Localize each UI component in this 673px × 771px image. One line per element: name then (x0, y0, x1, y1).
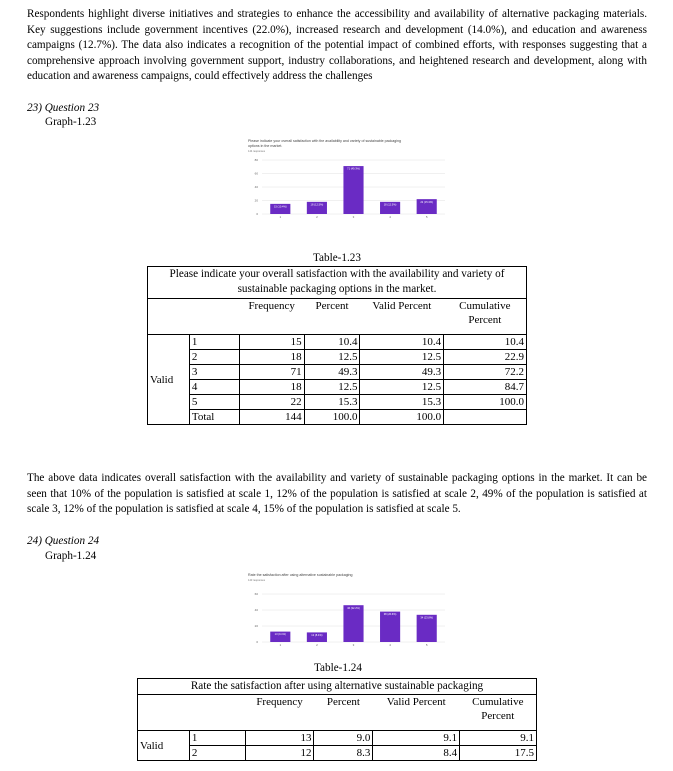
frequency-cell: 15 (239, 335, 304, 350)
x-tick-label: 1 (279, 643, 282, 647)
header-percent: Percent (304, 299, 360, 335)
x-tick-label: 5 (425, 215, 428, 219)
table-23 (147, 298, 527, 425)
chart-23-title-line1: Please indicate your overall satisfaction with the availability and variety of sustainable packaging (248, 139, 402, 143)
y-tick-label: 60 (254, 171, 258, 176)
intro-paragraph: Respondents highlight diverse initiatives and strategies to enhance the accessibility and availability of alternative packaging materials. Key suggestions include government incentives (22.0%), increased research and development (14.0%), and education and awareness campaigns (12.7%). The data also indicates a recognition of the potential impact of combined efforts, with responses suggesting that a comprehensive approach involving government support, industry collaborations, and heightened research and development, along with education and awareness campaigns, could effectively address the challenges (27, 8, 647, 83)
row-label: 4 (189, 380, 239, 395)
data-label: 18 (12.5%) (310, 203, 324, 207)
valid-percent-cell: 10.4 (360, 335, 444, 350)
y-tick-label: 20 (254, 198, 258, 203)
header-percent: Percent (314, 695, 373, 731)
percent-cell: 12.5 (304, 350, 360, 365)
frequency-cell: 13 (245, 731, 314, 746)
graph-1-23-label: Graph-1.23 (45, 116, 97, 128)
frequency-cell: 18 (239, 380, 304, 395)
percent-cell: 12.5 (304, 380, 360, 395)
row-label: 3 (189, 365, 239, 380)
cumulative-cell: 10.4 (444, 335, 527, 350)
x-tick-label: 2 (316, 215, 318, 219)
frequency-cell: 22 (239, 395, 304, 410)
header-valid-percent: Valid Percent (360, 299, 444, 335)
row-label: 2 (189, 350, 239, 365)
y-tick-label: 40 (254, 608, 258, 612)
cumulative-cell: 17.5 (460, 746, 537, 761)
frequency-cell: 18 (239, 350, 304, 365)
x-tick-label: 1 (279, 215, 282, 219)
x-tick-label: 3 (352, 643, 355, 647)
chart-24 (240, 584, 460, 650)
data-label: 71 (49.3%) (347, 167, 360, 171)
valid-percent-cell: 100.0 (360, 410, 444, 425)
frequency-cell: 144 (239, 410, 304, 425)
question-23-label: 23) Question 23 (27, 102, 100, 114)
y-tick-label: 60 (254, 592, 258, 596)
cumulative-cell: 100.0 (444, 395, 527, 410)
table-23-title (147, 266, 527, 299)
chart-23-responses: 144 responses (248, 150, 266, 153)
chart-24-responses: 143 responses (248, 579, 266, 582)
conclusion-paragraph: The above data indicates overall satisfaction with the availability and variety of sustainable packaging options in the market. It can be seen that 10% of the population is satisfied at scale 1, 12% of the population is satisfied at scale 2, 49% of the population is satisfied at scale 3, 12% of the population is satisfied at scale 4, 15% of the population is satisfied at scale 5. (27, 472, 647, 516)
y-tick-label: 40 (254, 185, 258, 189)
data-label: 12 (8.4%) (311, 634, 323, 637)
frequency-cell: 71 (239, 365, 304, 380)
data-label: 34 (23.8%) (420, 616, 434, 620)
x-tick-label: 5 (425, 643, 428, 647)
valid-percent-cell: 12.5 (360, 380, 444, 395)
bar (343, 605, 363, 642)
chart-24-title: Rate the satisfaction after using alternative sustainable packaging (248, 573, 353, 577)
percent-cell: 8.3 (314, 746, 373, 761)
percent-cell: 100.0 (304, 410, 360, 425)
row-label: Total (189, 410, 239, 425)
percent-cell: 15.3 (304, 395, 360, 410)
y-tick-label: 0 (256, 640, 258, 644)
header-frequency: Frequency (239, 299, 304, 335)
percent-cell: 10.4 (304, 335, 360, 350)
data-label: 13 (9.1%) (274, 633, 286, 637)
row-label: 1 (189, 731, 245, 746)
valid-percent-cell: 8.4 (373, 746, 460, 761)
x-tick-label: 3 (352, 215, 355, 219)
y-tick-label: 0 (256, 212, 258, 216)
table-24-caption: Table-1.24 (314, 662, 362, 674)
cumulative-cell: 9.1 (460, 731, 537, 746)
header-cumulative: Cumulative Percent (460, 695, 537, 731)
header-valid-percent: Valid Percent (373, 695, 460, 731)
table-row (138, 731, 537, 746)
row-label: 5 (189, 395, 239, 410)
percent-cell: 9.0 (314, 731, 373, 746)
table-24 (137, 694, 537, 761)
valid-percent-cell: 15.3 (360, 395, 444, 410)
row-label: 1 (189, 335, 239, 350)
question-24-label: 24) Question 24 (27, 535, 100, 547)
table-row (148, 335, 527, 350)
data-label: 46 (32.2%) (347, 606, 360, 610)
x-tick-label: 4 (389, 215, 391, 219)
x-tick-label: 2 (316, 643, 318, 647)
table-23-title-line1: Please indicate your overall satisfaction with the availability and variety of (169, 268, 505, 280)
table-24-title: Rate the satisfaction after using alternative sustainable packaging (137, 678, 537, 695)
table-row (148, 365, 527, 380)
graph-1-24-label: Graph-1.24 (45, 550, 97, 562)
frequency-cell: 12 (245, 746, 314, 761)
x-tick-label: 4 (389, 643, 391, 647)
cumulative-cell: 84.7 (444, 380, 527, 395)
table-23-caption: Table-1.23 (313, 252, 361, 264)
table-row (138, 746, 537, 761)
valid-percent-cell: 9.1 (373, 731, 460, 746)
percent-cell: 49.3 (304, 365, 360, 380)
cumulative-cell: 22.9 (444, 350, 527, 365)
table-23-title-line2: sustainable packaging options in the market. (237, 283, 437, 295)
data-label: 18 (12.5%) (383, 203, 397, 207)
table-row (148, 380, 527, 395)
valid-percent-cell: 49.3 (360, 365, 444, 380)
y-tick-label: 80 (254, 158, 258, 162)
header-frequency: Frequency (245, 695, 314, 731)
table-row (148, 395, 527, 410)
data-label: 22 (15.3%) (420, 200, 434, 204)
valid-percent-cell: 12.5 (360, 350, 444, 365)
y-tick-label: 20 (254, 624, 258, 628)
chart-23 (240, 152, 460, 222)
bar (343, 166, 363, 214)
data-label: 38 (26.6%) (383, 613, 397, 617)
cumulative-cell: 72.2 (444, 365, 527, 380)
data-label: 15 (10.4%) (273, 205, 287, 209)
valid-label: Valid (138, 731, 190, 761)
cumulative-cell (444, 410, 527, 425)
valid-label: Valid (148, 335, 190, 425)
header-cumulative: Cumulative Percent (444, 299, 527, 335)
chart-23-title (248, 139, 478, 148)
row-label: 2 (189, 746, 245, 761)
table-row (148, 410, 527, 425)
table-row (148, 350, 527, 365)
chart-23-title-line2: options in the market. (248, 143, 283, 148)
